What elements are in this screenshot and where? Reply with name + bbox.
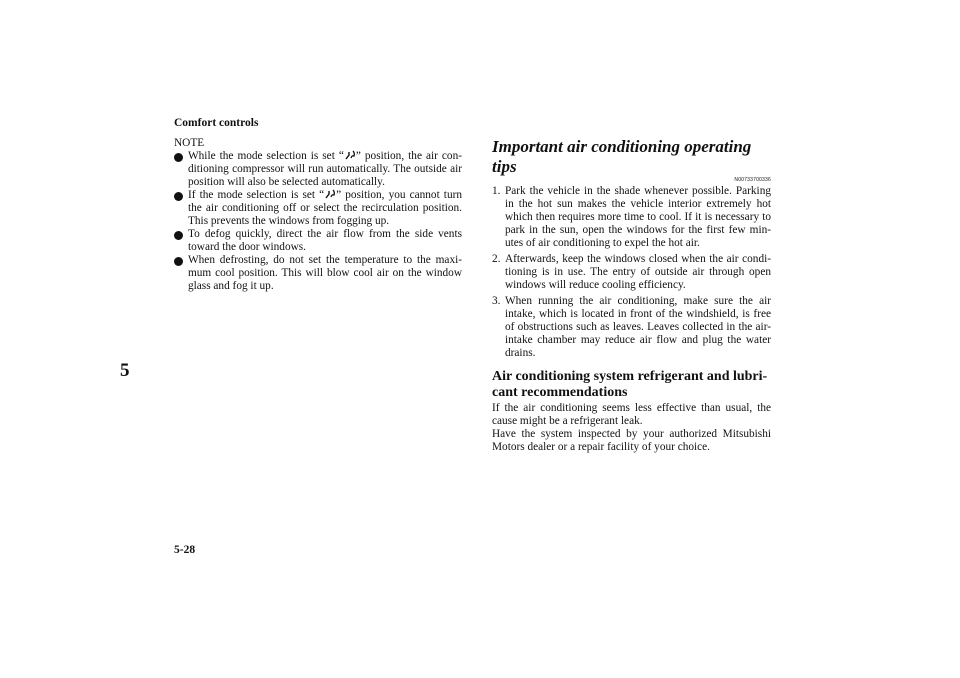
tips-heading: Important air conditioning operating tips (492, 137, 752, 176)
tips-item-text: Park the vehicle in the shade whenever possible. Parking in the hot sun makes the vehicle interior extremely hot which then requires more time to cool. If it is necessary to park in the sun, open the windows for the first few min-utes of air conditioning to expel the hot air. (505, 185, 771, 249)
note-item-text-after: ” position, the air con-ditioning compressor will run automatically. The outside air position will also be selected automatically. (188, 150, 462, 188)
tips-item (492, 295, 771, 360)
note-item-text: To defog quickly, direct the air flow from the side vents toward the door windows. (188, 228, 462, 253)
note-item-text: When defrosting, do not set the temperature to the maxi-mum cool position. This will blow cool air on the window glass and fog it up. (188, 254, 462, 292)
defrost-mode-icon (324, 189, 336, 199)
note-item (174, 150, 462, 189)
note-item-text-after: ” position, you cannot turn the air conditioning off or select the recirculation position. This prevents the windows from fogging up. (188, 189, 462, 227)
refrigerant-paragraph: If the air conditioning seems less effective than usual, the cause might be a refrigerant leak. (492, 402, 771, 427)
bullet-dot-icon (174, 257, 183, 266)
chapter-number: 5 (120, 360, 130, 381)
note-item (174, 254, 462, 293)
bullet-dot-icon (174, 192, 183, 201)
tips-item-number: 3. (492, 295, 501, 307)
page-number: 5-28 (174, 544, 196, 556)
note-item (174, 228, 462, 254)
defrost-mode-icon (344, 150, 356, 160)
bullet-dot-icon (174, 153, 183, 162)
section-header: Comfort controls (174, 117, 259, 129)
bullet-dot-icon (174, 231, 183, 240)
tips-column (492, 137, 771, 454)
tips-item (492, 253, 771, 292)
section-code: N00733700336 (734, 177, 771, 183)
note-item-text-before: While the mode selection is set “ (188, 150, 344, 162)
tips-item-text: Afterwards, keep the windows closed when the air condi-tioning is in use. The entry of outside air through open windows will reduce cooling efficiency. (505, 253, 771, 291)
tips-item-number: 2. (492, 253, 501, 265)
refrigerant-paragraph: Have the system inspected by your authorized Mitsubishi Motors dealer or a repair facility of your choice. (492, 428, 771, 453)
tips-item-number: 1. (492, 185, 501, 197)
note-label: NOTE (174, 137, 205, 149)
refrigerant-heading: Air conditioning system refrigerant and lubri-cant recommendations (492, 369, 768, 400)
tips-item (492, 185, 771, 250)
note-item (174, 189, 462, 228)
note-column (174, 137, 462, 293)
note-item-text-before: If the mode selection is set “ (188, 189, 325, 201)
tips-item-text: When running the air conditioning, make sure the air intake, which is located in front of the windshield, is free of obstructions such as leaves. Leaves collected in the air-intake chamber may reduce air flow and plug the water drains. (505, 295, 771, 359)
